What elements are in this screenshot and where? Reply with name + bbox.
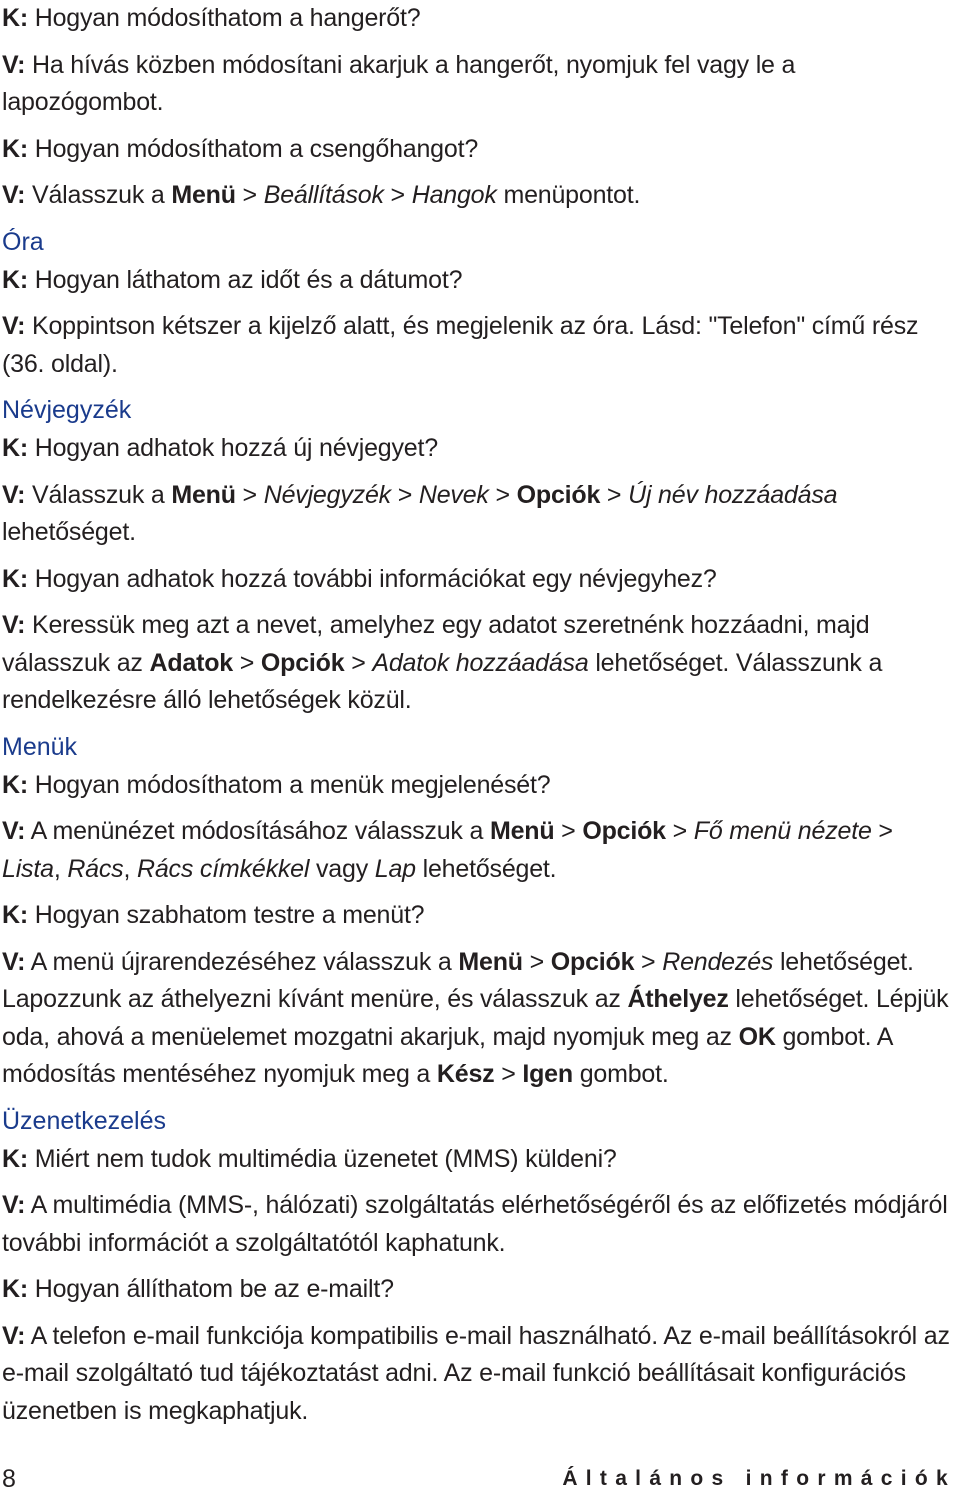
qa-label: K: <box>2 265 28 294</box>
qa-label: K: <box>2 1144 28 1173</box>
menu-command: Adatok <box>149 648 233 677</box>
paragraph-text: vagy <box>309 854 375 883</box>
qa-label: V: <box>2 1191 26 1219</box>
paragraph-text: Koppintson kétszer a kijelző alatt, és megjelenik az óra. Lásd: "Telefon" című rész (36. oldal). <box>2 312 919 378</box>
paragraph-text: A telefon e-mail funkciója kompatibilis e-mail használható. Az e-mail beállításokról az e-mail szolgáltató tud tájékoztatást adni. Az e-mail funkció beállításait konfigurációs üzenetben is megkaphatjuk. <box>2 1321 950 1425</box>
menu-option: Rács <box>67 854 124 883</box>
paragraph-text: A menünézet módosításához válasszuk a <box>25 817 490 845</box>
qa-label: V: <box>2 181 26 209</box>
menu-option: Lista <box>2 854 54 883</box>
paragraph-text: > <box>235 181 264 209</box>
paragraph-text: > <box>554 817 583 845</box>
paragraph-text: > <box>634 947 663 976</box>
document-body <box>2 0 952 1439</box>
paragraph-text: > <box>488 480 517 509</box>
paragraph-text: > <box>494 1060 523 1088</box>
menu-command: Opciók <box>550 947 635 976</box>
menu-option: Beállítások <box>263 181 384 209</box>
menu-command: Áthelyez <box>627 985 729 1013</box>
qa-label: V: <box>2 50 26 79</box>
paragraph-text: lehetőséget. Lapozzunk az áthelyezni kívánt menüre, és válasszuk az <box>2 947 914 1013</box>
answer-paragraph <box>2 47 952 122</box>
paragraph-text: > <box>344 648 373 677</box>
menu-option: Névjegyzék <box>263 480 391 509</box>
answer-paragraph <box>2 1318 952 1431</box>
qa-label: V: <box>2 817 26 845</box>
paragraph-text: menüpontot. <box>496 181 641 209</box>
paragraph-text: lehetőséget. <box>2 518 136 546</box>
qa-label: K: <box>2 1275 28 1303</box>
paragraph-text: Hogyan módosíthatom a hangerőt? <box>27 4 421 32</box>
menu-option: Hangok <box>411 181 497 209</box>
paragraph-text: , <box>53 854 68 883</box>
paragraph-text: Hogyan módosíthatom a csengőhangot? <box>27 134 479 163</box>
menu-option: Rendezés <box>662 947 774 976</box>
question-paragraph <box>2 897 952 935</box>
paragraph-text: > <box>522 947 551 976</box>
paragraph-text: Hogyan állíthatom be az e-mailt? <box>27 1275 394 1303</box>
qa-label: K: <box>2 564 28 593</box>
menu-option: Nevek <box>418 480 489 509</box>
qa-label: K: <box>2 4 28 32</box>
qa-label: V: <box>2 1321 26 1350</box>
answer-paragraph <box>2 1187 952 1262</box>
menu-command: OK <box>738 1022 776 1051</box>
menu-command: Menü <box>489 817 555 845</box>
question-paragraph <box>2 0 952 38</box>
qa-label: K: <box>2 770 28 799</box>
qa-label: V: <box>2 611 26 639</box>
question-paragraph <box>2 1271 952 1309</box>
paragraph-text: Keressük meg azt a nevet, amelyhez egy adatot szeretnénk hozzáadni, majd válasszuk az <box>2 611 870 677</box>
menu-command: Menü <box>458 947 523 976</box>
paragraph-text: Válasszuk a <box>25 181 172 209</box>
answer-paragraph <box>2 477 952 552</box>
paragraph-text: gombot. <box>572 1060 669 1088</box>
chapter-title: Általános információk <box>562 1467 956 1490</box>
qa-label: K: <box>2 901 28 929</box>
paragraph-text: , <box>123 854 137 883</box>
paragraph-text: > <box>665 817 694 845</box>
question-paragraph <box>2 767 952 805</box>
qa-label: K: <box>2 434 28 462</box>
answer-paragraph <box>2 813 952 888</box>
question-paragraph <box>2 561 952 599</box>
paragraph-text: Miért nem tudok multimédia üzenetet (MMS) küldeni? <box>27 1144 617 1173</box>
menu-option: Rács címkékkel <box>136 854 310 883</box>
paragraph-text: lehetőséget. Lépjük oda, ahová a menüelemet mozgatni akarjuk, majd nyomjuk meg az <box>2 985 949 1051</box>
answer-paragraph <box>2 944 952 1094</box>
paragraph-text: > <box>383 181 412 209</box>
answer-paragraph <box>2 308 952 383</box>
section-heading: Óra <box>2 227 44 256</box>
section-heading: Menük <box>2 732 78 761</box>
paragraph-text: > <box>233 648 261 677</box>
paragraph-text: Hogyan adhatok hozzá új névjegyet? <box>27 434 438 462</box>
menu-command: Igen <box>522 1060 573 1088</box>
qa-label: V: <box>2 312 26 340</box>
paragraph-text: A multimédia (MMS-, hálózati) szolgáltatás elérhetőségéről és az előfizetés módjáról további információt a szolgáltatótól kaphatunk. <box>2 1191 948 1257</box>
paragraph-text: > <box>235 480 264 509</box>
qa-label: K: <box>2 134 28 163</box>
paragraph-text: Hogyan szabhatom testre a menüt? <box>27 901 425 929</box>
menu-option: Új név hozzáadása <box>628 480 838 509</box>
menu-command: Menü <box>171 181 236 209</box>
paragraph-text: Hogyan adhatok hozzá további információkat egy névjegyhez? <box>27 564 717 593</box>
answer-paragraph <box>2 607 952 720</box>
menu-command: Opciók <box>260 648 345 677</box>
page-number: 8 <box>2 1465 16 1493</box>
question-paragraph <box>2 430 952 468</box>
qa-label: V: <box>2 480 26 509</box>
paragraph-text: lehetőséget. Válasszunk a rendelkezésre álló lehetőségek közül. <box>2 648 883 714</box>
paragraph-text: lehetőséget. <box>415 854 557 883</box>
paragraph-text: Válasszuk a <box>25 480 172 509</box>
section-heading: Névjegyzék <box>2 396 132 424</box>
paragraph-text: Ha hívás közben módosítani akarjuk a hangerőt, nyomjuk fel vagy le a lapozógombot. <box>2 50 796 116</box>
question-paragraph <box>2 131 952 169</box>
paragraph-text: > <box>871 817 893 845</box>
section-heading: Üzenetkezelés <box>2 1106 166 1135</box>
menu-option: Fő menü nézete <box>693 817 872 845</box>
menu-command: Opciók <box>516 480 601 509</box>
paragraph-text: Hogyan módosíthatom a menük megjelenését? <box>27 770 551 799</box>
menu-command: Menü <box>171 480 236 509</box>
paragraph-text: A menü újrarendezéséhez válasszuk a <box>25 947 459 976</box>
question-paragraph <box>2 262 952 300</box>
paragraph-text: > <box>390 480 419 509</box>
qa-label: V: <box>2 947 26 976</box>
paragraph-text: Hogyan láthatom az időt és a dátumot? <box>27 265 463 294</box>
question-paragraph <box>2 1141 952 1179</box>
menu-option: Lap <box>374 854 416 883</box>
paragraph-text: gombot. A módosítás mentéséhez nyomjuk meg a <box>2 1022 892 1088</box>
menu-command: Opciók <box>582 817 666 845</box>
paragraph-text: > <box>600 480 629 509</box>
menu-command: Kész <box>436 1060 495 1088</box>
answer-paragraph <box>2 177 952 215</box>
menu-option: Adatok hozzáadása <box>372 648 589 677</box>
